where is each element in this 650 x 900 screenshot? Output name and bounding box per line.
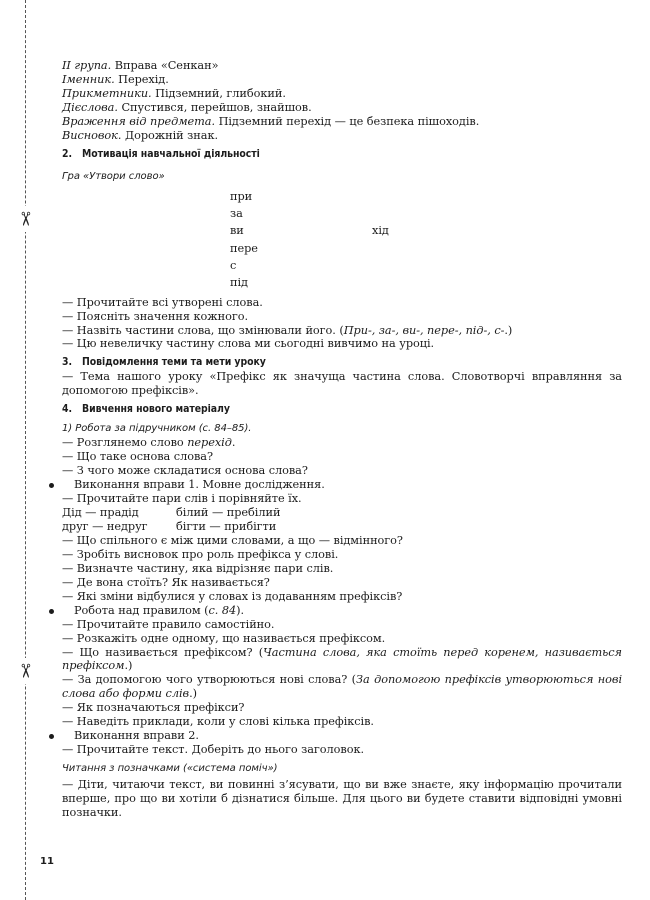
word-builder xyxy=(62,188,622,292)
section-heading-new-material: 4. Вивчення нового матеріалу xyxy=(62,403,230,416)
bullet-exercise-2: Виконання вправи 2. xyxy=(62,729,622,743)
dialog-line: — Які зміни відбулися у словах із додаванням префіксів? xyxy=(62,589,403,603)
sencan-line: Враження від предмета. Підземний перехід — це безпека пішоходів. xyxy=(62,114,480,128)
sencan-line: Висновок. Дорожній знак. xyxy=(62,128,219,142)
dialog-line: — Як позначаються префікси? xyxy=(62,701,245,715)
dialog-line: — Що таке основа слова? xyxy=(62,450,213,464)
scissors-icon: ✂ xyxy=(12,206,38,232)
prefix: за xyxy=(230,206,243,220)
subsection-textbook: 1) Робота за підручником (с. 84–85). xyxy=(62,423,252,435)
bullet-exercise-1: Виконання вправи 1. Мовне дослідження. xyxy=(62,478,622,492)
reading-instructions: — Діти, читаючи текст, ви повинні з’ясувати, що ви вже знаєте, яку інформацію прочитали вперше, про що ви хотіли б дізнатися більше. Для цього ви будете ставити відповідні умовні позначки. xyxy=(62,778,622,819)
dialog-line: — Визначте частину, яка відрізняє пари слів. xyxy=(62,561,334,575)
task-line: — Поясніть значення кожного. xyxy=(62,309,248,323)
word-pairs-row: Дід — прадід білий — пребілий xyxy=(62,505,281,519)
sencan-line: Прикметники. Підземний, глибокий. xyxy=(62,86,286,100)
sencan-line: Іменник. Перехід. xyxy=(62,72,169,86)
lesson-theme: — Тема нашого уроку «Префікс як значуща частина слова. Словотворчі вправляння за допомогою префіксів». xyxy=(62,370,622,398)
dialog-line: — Прочитайте пари слів і порівняйте їх. xyxy=(62,492,302,506)
section-heading-motivation: 2. Мотивація навчальної діяльності xyxy=(62,147,260,160)
dialog-line: — Де вона стоїть? Як називається? xyxy=(62,575,270,589)
dialog-line: — Що спільного є між цими словами, а що — відмінного? xyxy=(62,533,403,547)
prefix: при xyxy=(230,189,253,203)
word-root: хід xyxy=(372,224,389,238)
dialog-line: — Наведіть приклади, коли у слові кілька префіксів. xyxy=(62,715,374,729)
dialog-line: — За допомогою чого утворюються нові слова? (За допомогою префіксів утворюються нові слова або форми слів.) xyxy=(62,673,623,701)
dialog-line: — Що називається префіксом? (Частина слова, яка стоїть перед коренем, називається префіксом.) xyxy=(62,645,622,673)
page-content xyxy=(62,59,622,820)
dialog-line: — З чого може складатися основа слова? xyxy=(62,464,308,478)
page-number: 11 xyxy=(40,856,54,867)
scissors-icon: ✂ xyxy=(12,658,38,684)
dialog-line: — Прочитайте правило самостійно. xyxy=(62,617,275,631)
dialog-line: — Розглянемо слово перехід. xyxy=(62,436,236,450)
task-line: — Прочитайте всі утворені слова. xyxy=(62,295,263,309)
prefix: с xyxy=(230,258,237,272)
reading-method-title: Читання з позначками («система поміч») xyxy=(62,763,278,775)
prefix-list xyxy=(230,188,258,292)
dialog-line: — Розкажіть одне одному, що називається префіксом. xyxy=(62,631,386,645)
task-line: — Назвіть частини слова, що змінювали його. (При-, за-, ви-, пере-, під-, с-.) xyxy=(62,323,513,337)
sencan-line: Дієслова. Спустився, перейшов, знайшов. xyxy=(62,100,312,114)
word-pairs-row: друг — недруг бігти — прибігти xyxy=(62,519,277,533)
cut-line xyxy=(25,0,26,900)
prefix: пере xyxy=(230,241,258,255)
bullet-rule: Робота над правилом (с. 84). xyxy=(62,604,622,618)
group2-title: ІІ група. Вправа «Сенкан» xyxy=(62,59,219,72)
game-title: Гра «Утвори слово» xyxy=(62,170,165,182)
prefix: під xyxy=(230,276,248,290)
section-heading-topic: 3. Повідомлення теми та мети уроку xyxy=(62,356,266,369)
dialog-line: — Прочитайте текст. Доберіть до нього заголовок. xyxy=(62,743,365,757)
task-line: — Цю невеличку частину слова ми сьогодні вивчимо на уроці. xyxy=(62,337,435,351)
dialog-line: — Зробіть висновок про роль префікса у слові. xyxy=(62,547,339,561)
prefix: ви xyxy=(230,224,244,238)
